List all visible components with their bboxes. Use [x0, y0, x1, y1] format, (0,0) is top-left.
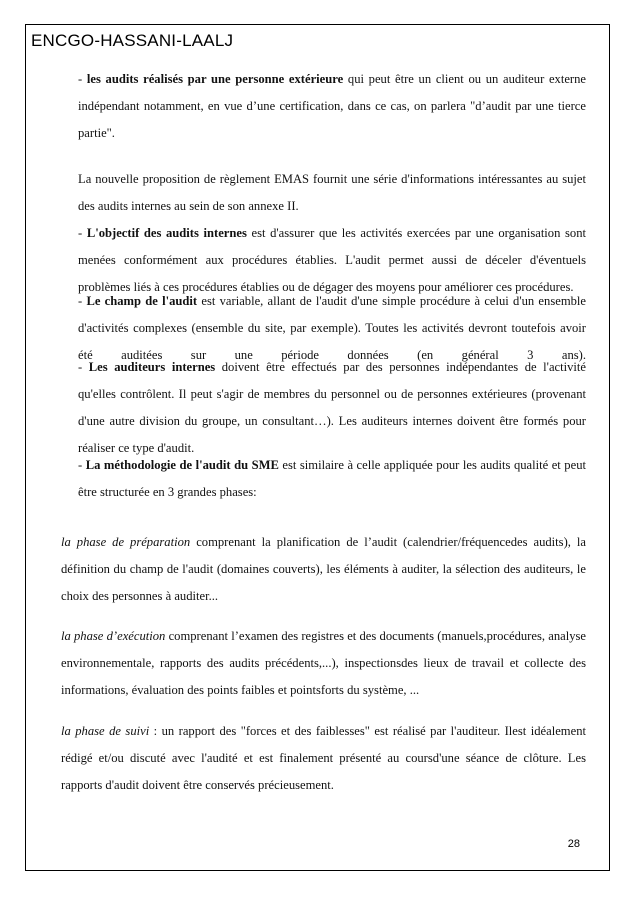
paragraph-emas: La nouvelle proposition de règlement EMAS fournit une série d'informations intéressantes au sujet des audits internes au sein de son annexe II. — [78, 172, 586, 213]
phase-follow-up: la phase de suivi : un rapport des "forces et des faiblesses" est réalisé par l'auditeur. Ilest idéalement rédigé et/ou discuté avec l'audité et est finalement présenté au coursd'une séance de clôture. Les rapports d'audit doivent être conservés précieusement. — [61, 724, 586, 792]
paragraph-audit-objective: - L'objectif des audits internes est d'assurer que les activités exercées par une organisation sont menées conformément aux procédures établies. L'audit permet aussi de déceler d'éventuels problèmes liés à ces procédures établies ou de dégager des moyens pour améliorer ces procédures. — [78, 226, 587, 294]
paragraph-methodology: - La méthodologie de l'audit du SME est similaire à celle appliquée pour les audits qualité et peut être structurée en 3 grandes phases: — [78, 458, 586, 499]
paragraph-external-audits: - les audits réalisés par une personne extérieure qui peut être un client ou un auditeur externe indépendant notamment, en vue d’une certification, dans ce cas, on parlera "d’audit par une tierce partie". — [78, 72, 586, 140]
phase-execution: la phase d’exécution comprenant l’examen des registres et des documents (manuels,procédures, analyse environnementale, rapports des audits précédents,...), inspectionsdes lieux de travail et collecte des informations, évaluation des points faibles et pointsforts du système, ... — [61, 629, 586, 697]
page-number: 28 — [567, 838, 580, 850]
phase-title: la phase de suivi — [61, 724, 150, 738]
bold-term: les audits réalisés par une personne extérieure — [86, 72, 344, 86]
document-header: ENCGO-HASSANI-LAALJ — [31, 31, 234, 50]
paragraph-internal-auditors: - Les auditeurs internes doivent être effectués par des personnes indépendantes de l'activité qu'elles contrôlent. Il peut s'agir de membres du personnel ou de personnes extérieures (provenant d'une autre division du groupe, un consultant…). Les auditeurs internes doivent être formés pour réaliser ce type d'audit. — [78, 360, 587, 455]
paragraph-audit-scope: - Le champ de l'audit est variable, allant de l'audit d'une simple procédure à celui d'un ensemble d'activités complexes (ensemble du site, par exemple). Toutes les activités devront toutefois avoir été auditées sur une période données (en général 3 ans). — [78, 294, 586, 362]
bold-term: La méthodologie de l'audit du SME — [85, 458, 279, 472]
phase-title: la phase de préparation — [61, 535, 191, 549]
phase-title: la phase d’exécution — [61, 629, 166, 643]
bold-term: Le champ de l'audit — [86, 294, 198, 308]
phase-preparation: la phase de préparation comprenant la planification de l’audit (calendrier/fréquencedes audits), la définition du champ de l'audit (domaines couverts), les éléments à auditer, la sélection des auditeurs, le choix des personnes à auditer... — [61, 535, 586, 603]
bold-term: L'objectif des audits internes — [86, 226, 247, 240]
bold-term: Les auditeurs internes — [88, 360, 216, 374]
